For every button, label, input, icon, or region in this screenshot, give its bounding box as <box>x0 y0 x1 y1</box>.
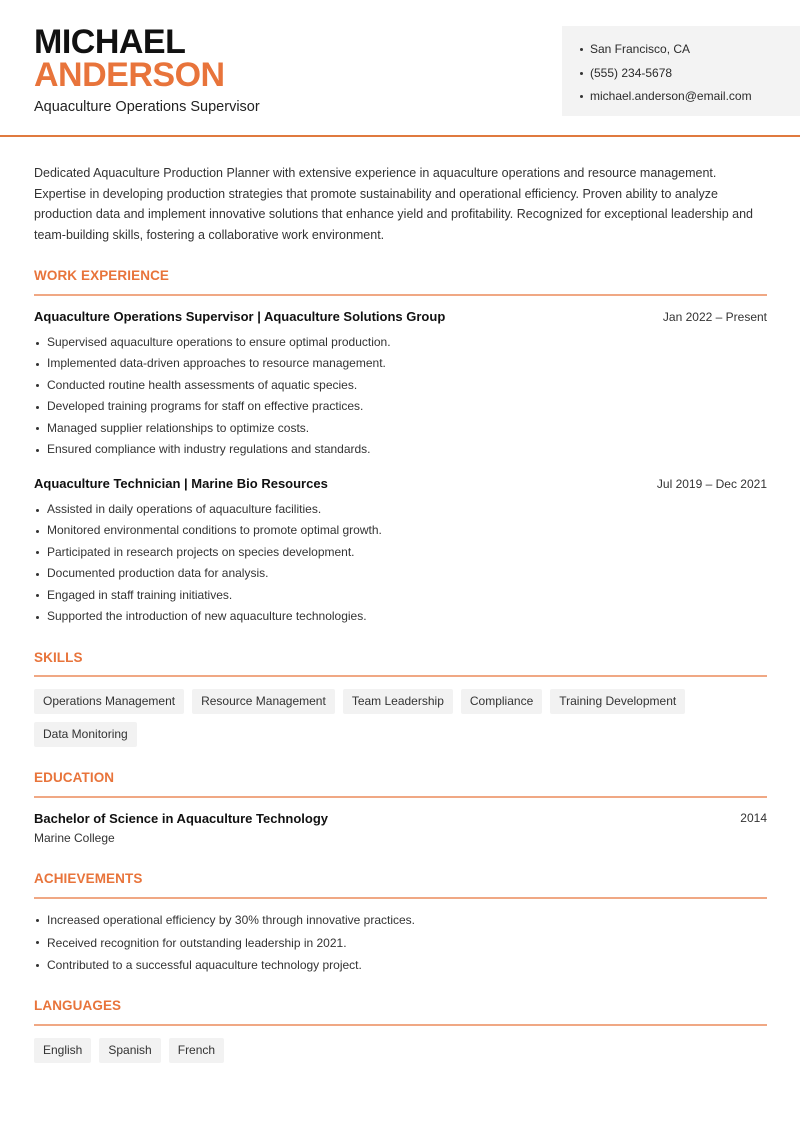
language-tag: French <box>169 1038 224 1063</box>
job-title-headline: Aquaculture Operations Supervisor <box>34 99 260 115</box>
skill-tag: Operations Management <box>34 689 184 714</box>
education-degree: Bachelor of Science in Aquaculture Technology <box>34 811 328 826</box>
last-name: ANDERSON <box>34 56 225 94</box>
resume-header <box>0 0 800 137</box>
section-divider <box>34 294 767 296</box>
section-divider <box>34 897 767 899</box>
contact-phone: (555) 234-5678 <box>580 62 800 86</box>
job-dates: Jul 2019 – Dec 2021 <box>656 477 767 491</box>
section-title-work-experience: WORK EXPERIENCE <box>34 268 170 283</box>
education-year: 2014 <box>740 811 767 825</box>
skill-tag: Data Monitoring <box>34 722 137 747</box>
job-bullets <box>34 499 382 627</box>
section-title-achievements: ACHIEVEMENTS <box>34 871 143 886</box>
section-divider <box>34 1024 767 1026</box>
job-bullets <box>34 332 391 460</box>
list-item: Contributed to a successful aquaculture technology project. <box>34 954 415 977</box>
list-item: Supervised aquaculture operations to ensure optimal production. <box>34 332 391 353</box>
section-divider <box>34 675 767 677</box>
list-item: Implemented data-driven approaches to resource management. <box>34 353 391 374</box>
first-name: MICHAEL <box>34 23 186 61</box>
contact-location: San Francisco, CA <box>580 38 800 62</box>
achievements-list <box>34 909 415 977</box>
contact-email[interactable]: michael.anderson@email.com <box>580 85 800 109</box>
language-tag: Spanish <box>99 1038 160 1063</box>
contact-box <box>562 26 800 116</box>
list-item: Documented production data for analysis. <box>34 563 382 584</box>
language-tag: English <box>34 1038 91 1063</box>
list-item: Assisted in daily operations of aquaculture facilities. <box>34 499 382 520</box>
skill-tag: Training Development <box>550 689 685 714</box>
contact-list <box>580 38 800 109</box>
job-heading: Aquaculture Operations Supervisor | Aquaculture Solutions Group <box>34 309 446 324</box>
skill-tag: Team Leadership <box>343 689 453 714</box>
list-item: Developed training programs for staff on effective practices. <box>34 396 391 417</box>
list-item: Supported the introduction of new aquaculture technologies. <box>34 606 382 627</box>
job-dates: Jan 2022 – Present <box>662 310 767 324</box>
list-item: Conducted routine health assessments of aquatic species. <box>34 375 391 396</box>
list-item: Ensured compliance with industry regulations and standards. <box>34 439 391 460</box>
skills-tags <box>34 689 774 747</box>
job-heading: Aquaculture Technician | Marine Bio Resources <box>34 476 328 491</box>
professional-summary: Dedicated Aquaculture Production Planner with extensive experience in aquaculture operations and resource management. Expertise in developing production strategies that promote sustainability and operational efficiency. Proven ability to analyze production data and implement innovative solutions that enhance yield and profitability. Recognized for exceptional leadership and team-building skills, fostering a collaborative work environment. <box>34 166 753 243</box>
list-item: Participated in research projects on species development. <box>34 542 382 563</box>
skill-tag: Compliance <box>461 689 542 714</box>
list-item: Monitored environmental conditions to promote optimal growth. <box>34 520 382 541</box>
section-title-languages: LANGUAGES <box>34 998 122 1013</box>
list-item: Received recognition for outstanding leadership in 2021. <box>34 932 415 955</box>
section-title-skills: SKILLS <box>34 650 83 665</box>
section-divider <box>34 796 767 798</box>
section-title-education: EDUCATION <box>34 770 115 785</box>
list-item: Managed supplier relationships to optimize costs. <box>34 418 391 439</box>
list-item: Increased operational efficiency by 30% through innovative practices. <box>34 909 415 932</box>
skill-tag: Resource Management <box>192 689 335 714</box>
list-item: Engaged in staff training initiatives. <box>34 585 382 606</box>
education-school: Marine College <box>34 831 115 845</box>
language-tags <box>34 1038 774 1063</box>
